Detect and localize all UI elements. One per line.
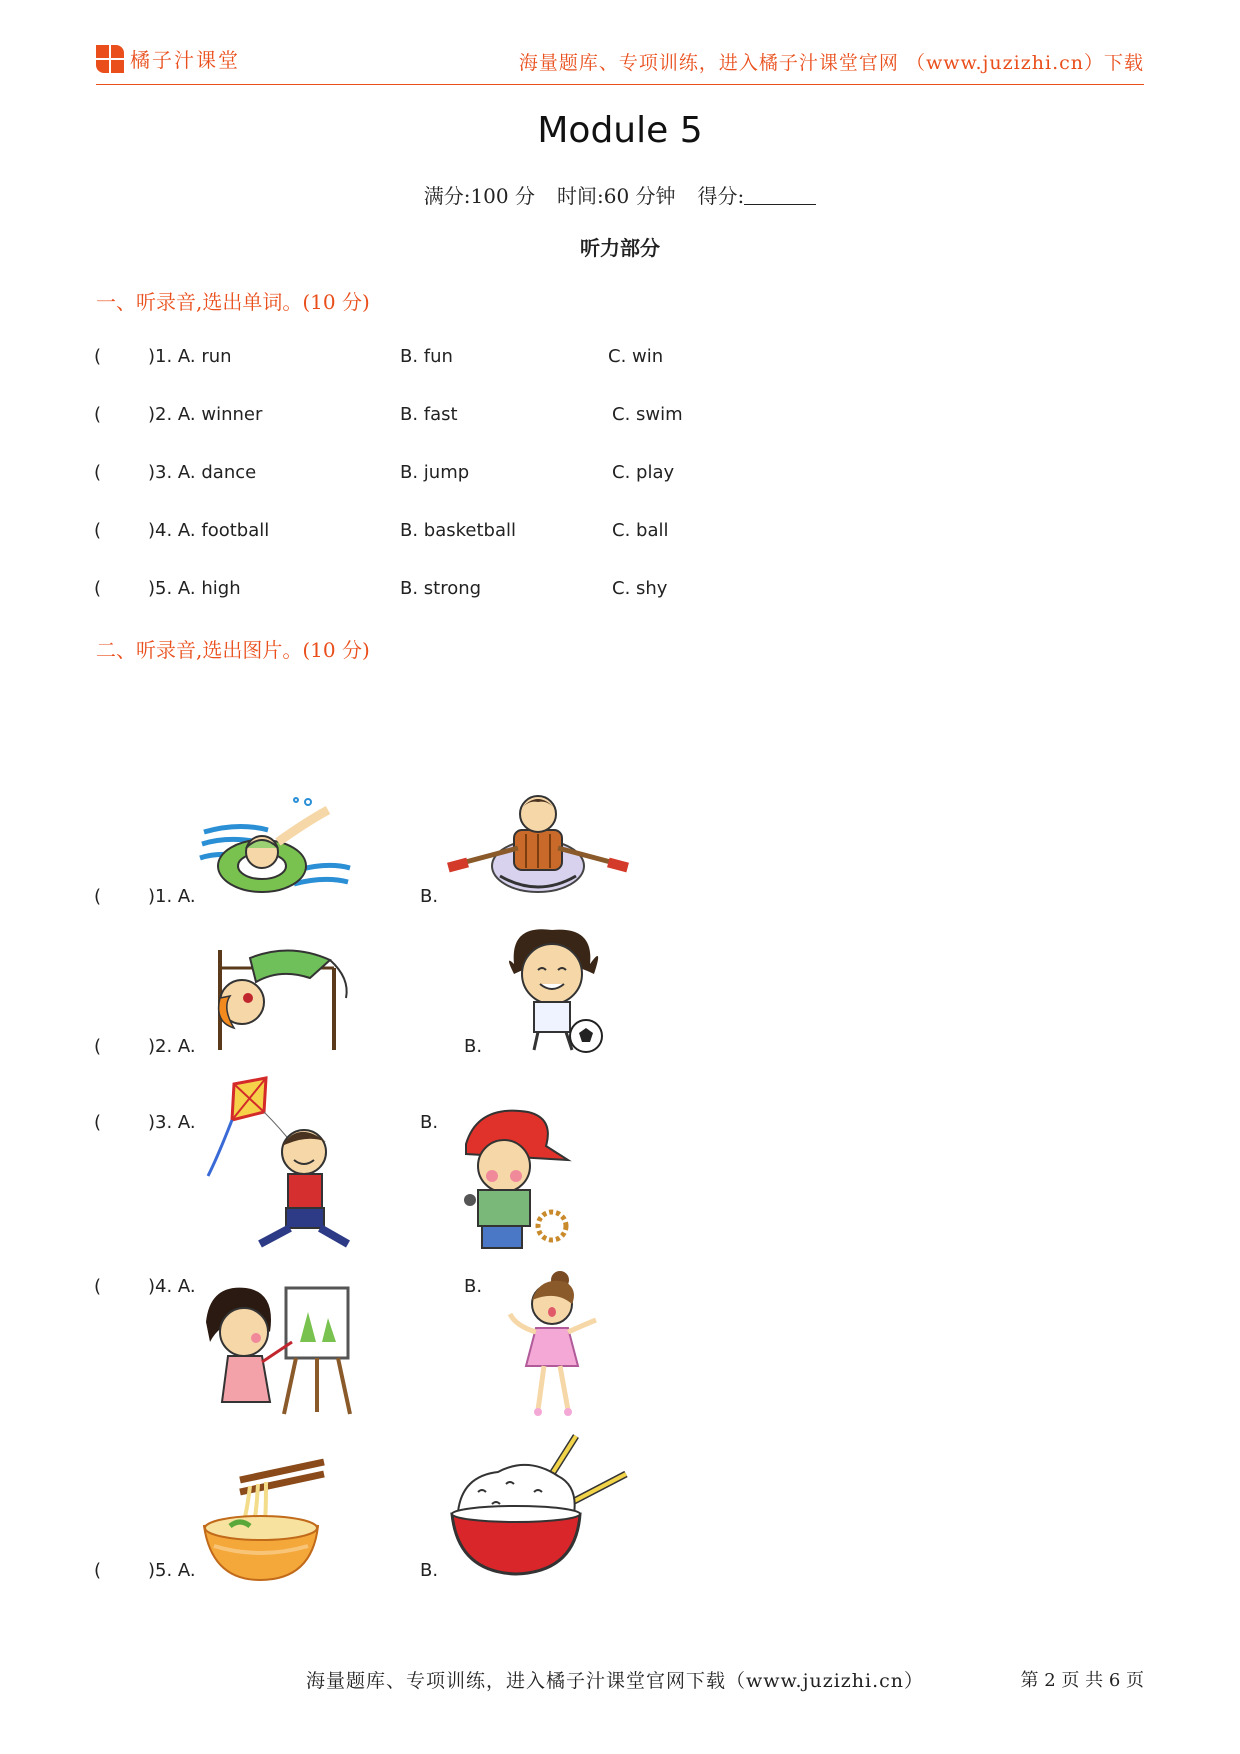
singing-boy-icon[interactable] <box>448 1104 580 1254</box>
answer-paren[interactable]: ( <box>94 404 102 425</box>
score-label: 得分: <box>697 184 745 208</box>
question-option-c: C. swim <box>612 404 683 425</box>
picture-option-b-label: B. <box>464 1036 483 1057</box>
football-boy-icon[interactable] <box>494 924 612 1056</box>
answer-paren[interactable]: ( <box>94 578 102 599</box>
question-option-a: )3. A. dance <box>148 462 257 483</box>
picture-option-b-label: B. <box>420 886 439 907</box>
question-option-a: )4. A. football <box>148 520 270 541</box>
score-blank[interactable] <box>744 186 816 205</box>
time-limit: 时间:60 分钟 <box>556 184 676 208</box>
picture-option-a-label: )5. A. <box>148 1560 196 1581</box>
question-option-c: C. win <box>608 346 664 367</box>
brand-logo <box>96 44 240 73</box>
answer-paren[interactable]: ( <box>94 462 102 483</box>
part-heading: 听力部分 <box>580 236 660 260</box>
question-option-c: C. shy <box>612 578 668 599</box>
picture-option-a-label: )3. A. <box>148 1112 196 1133</box>
section-1-heading: 一、听录音,选出单词。(10 分) <box>96 290 370 314</box>
answer-paren[interactable]: ( <box>94 1036 102 1057</box>
rowing-boy-icon[interactable] <box>448 786 628 902</box>
footer-slogan: 海量题库、专项训练，进入橘子汁课堂官网下载（www.juzizhi.cn） <box>306 1670 925 1692</box>
answer-paren[interactable]: ( <box>94 1560 102 1581</box>
question-option-a: )5. A. high <box>148 578 241 599</box>
answer-paren[interactable]: ( <box>94 520 102 541</box>
swimming-boy-icon[interactable] <box>198 792 354 900</box>
kite-boy-icon[interactable] <box>198 1076 350 1252</box>
picture-option-a-label: )4. A. <box>148 1276 196 1297</box>
full-score: 满分:100 分 <box>423 184 535 208</box>
question-option-b: B. fast <box>400 404 458 425</box>
header-divider <box>96 84 1144 85</box>
painting-girl-icon[interactable] <box>200 1282 366 1418</box>
exam-meta <box>0 180 1240 209</box>
question-option-c: C. play <box>612 462 675 483</box>
picture-option-b-label: B. <box>420 1112 439 1133</box>
picture-option-a-label: )1. A. <box>148 886 196 907</box>
page-number: 第 2 页 共 6 页 <box>1020 1670 1144 1691</box>
picture-option-b-label: B. <box>420 1560 439 1581</box>
question-option-b: B. basketball <box>400 520 516 541</box>
rice-bowl-icon[interactable] <box>448 1432 632 1580</box>
logo-icon <box>96 45 124 73</box>
picture-option-a-label: )2. A. <box>148 1036 196 1057</box>
answer-paren[interactable]: ( <box>94 1112 102 1133</box>
page-title: Module 5 <box>537 110 703 151</box>
question-option-b: B. jump <box>400 462 470 483</box>
question-option-b: B. fun <box>400 346 453 367</box>
answer-paren[interactable]: ( <box>94 1276 102 1297</box>
noodles-bowl-icon[interactable] <box>200 1450 326 1584</box>
answer-paren[interactable]: ( <box>94 346 102 367</box>
question-option-a: )2. A. winner <box>148 404 263 425</box>
picture-option-b-label: B. <box>464 1276 483 1297</box>
header-slogan: 海量题库、专项训练，进入橘子汁课堂官网 （www.juzizhi.cn）下载 <box>518 52 1144 74</box>
question-option-c: C. ball <box>612 520 669 541</box>
question-option-b: B. strong <box>400 578 482 599</box>
answer-paren[interactable]: ( <box>94 886 102 907</box>
section-2-heading: 二、听录音,选出图片。(10 分) <box>96 638 370 662</box>
dancing-girl-icon[interactable] <box>506 1270 600 1418</box>
question-option-a: )1. A. run <box>148 346 232 367</box>
brand-name: 橘子汁课堂 <box>130 48 240 72</box>
high-jump-boy-icon[interactable] <box>200 938 356 1054</box>
